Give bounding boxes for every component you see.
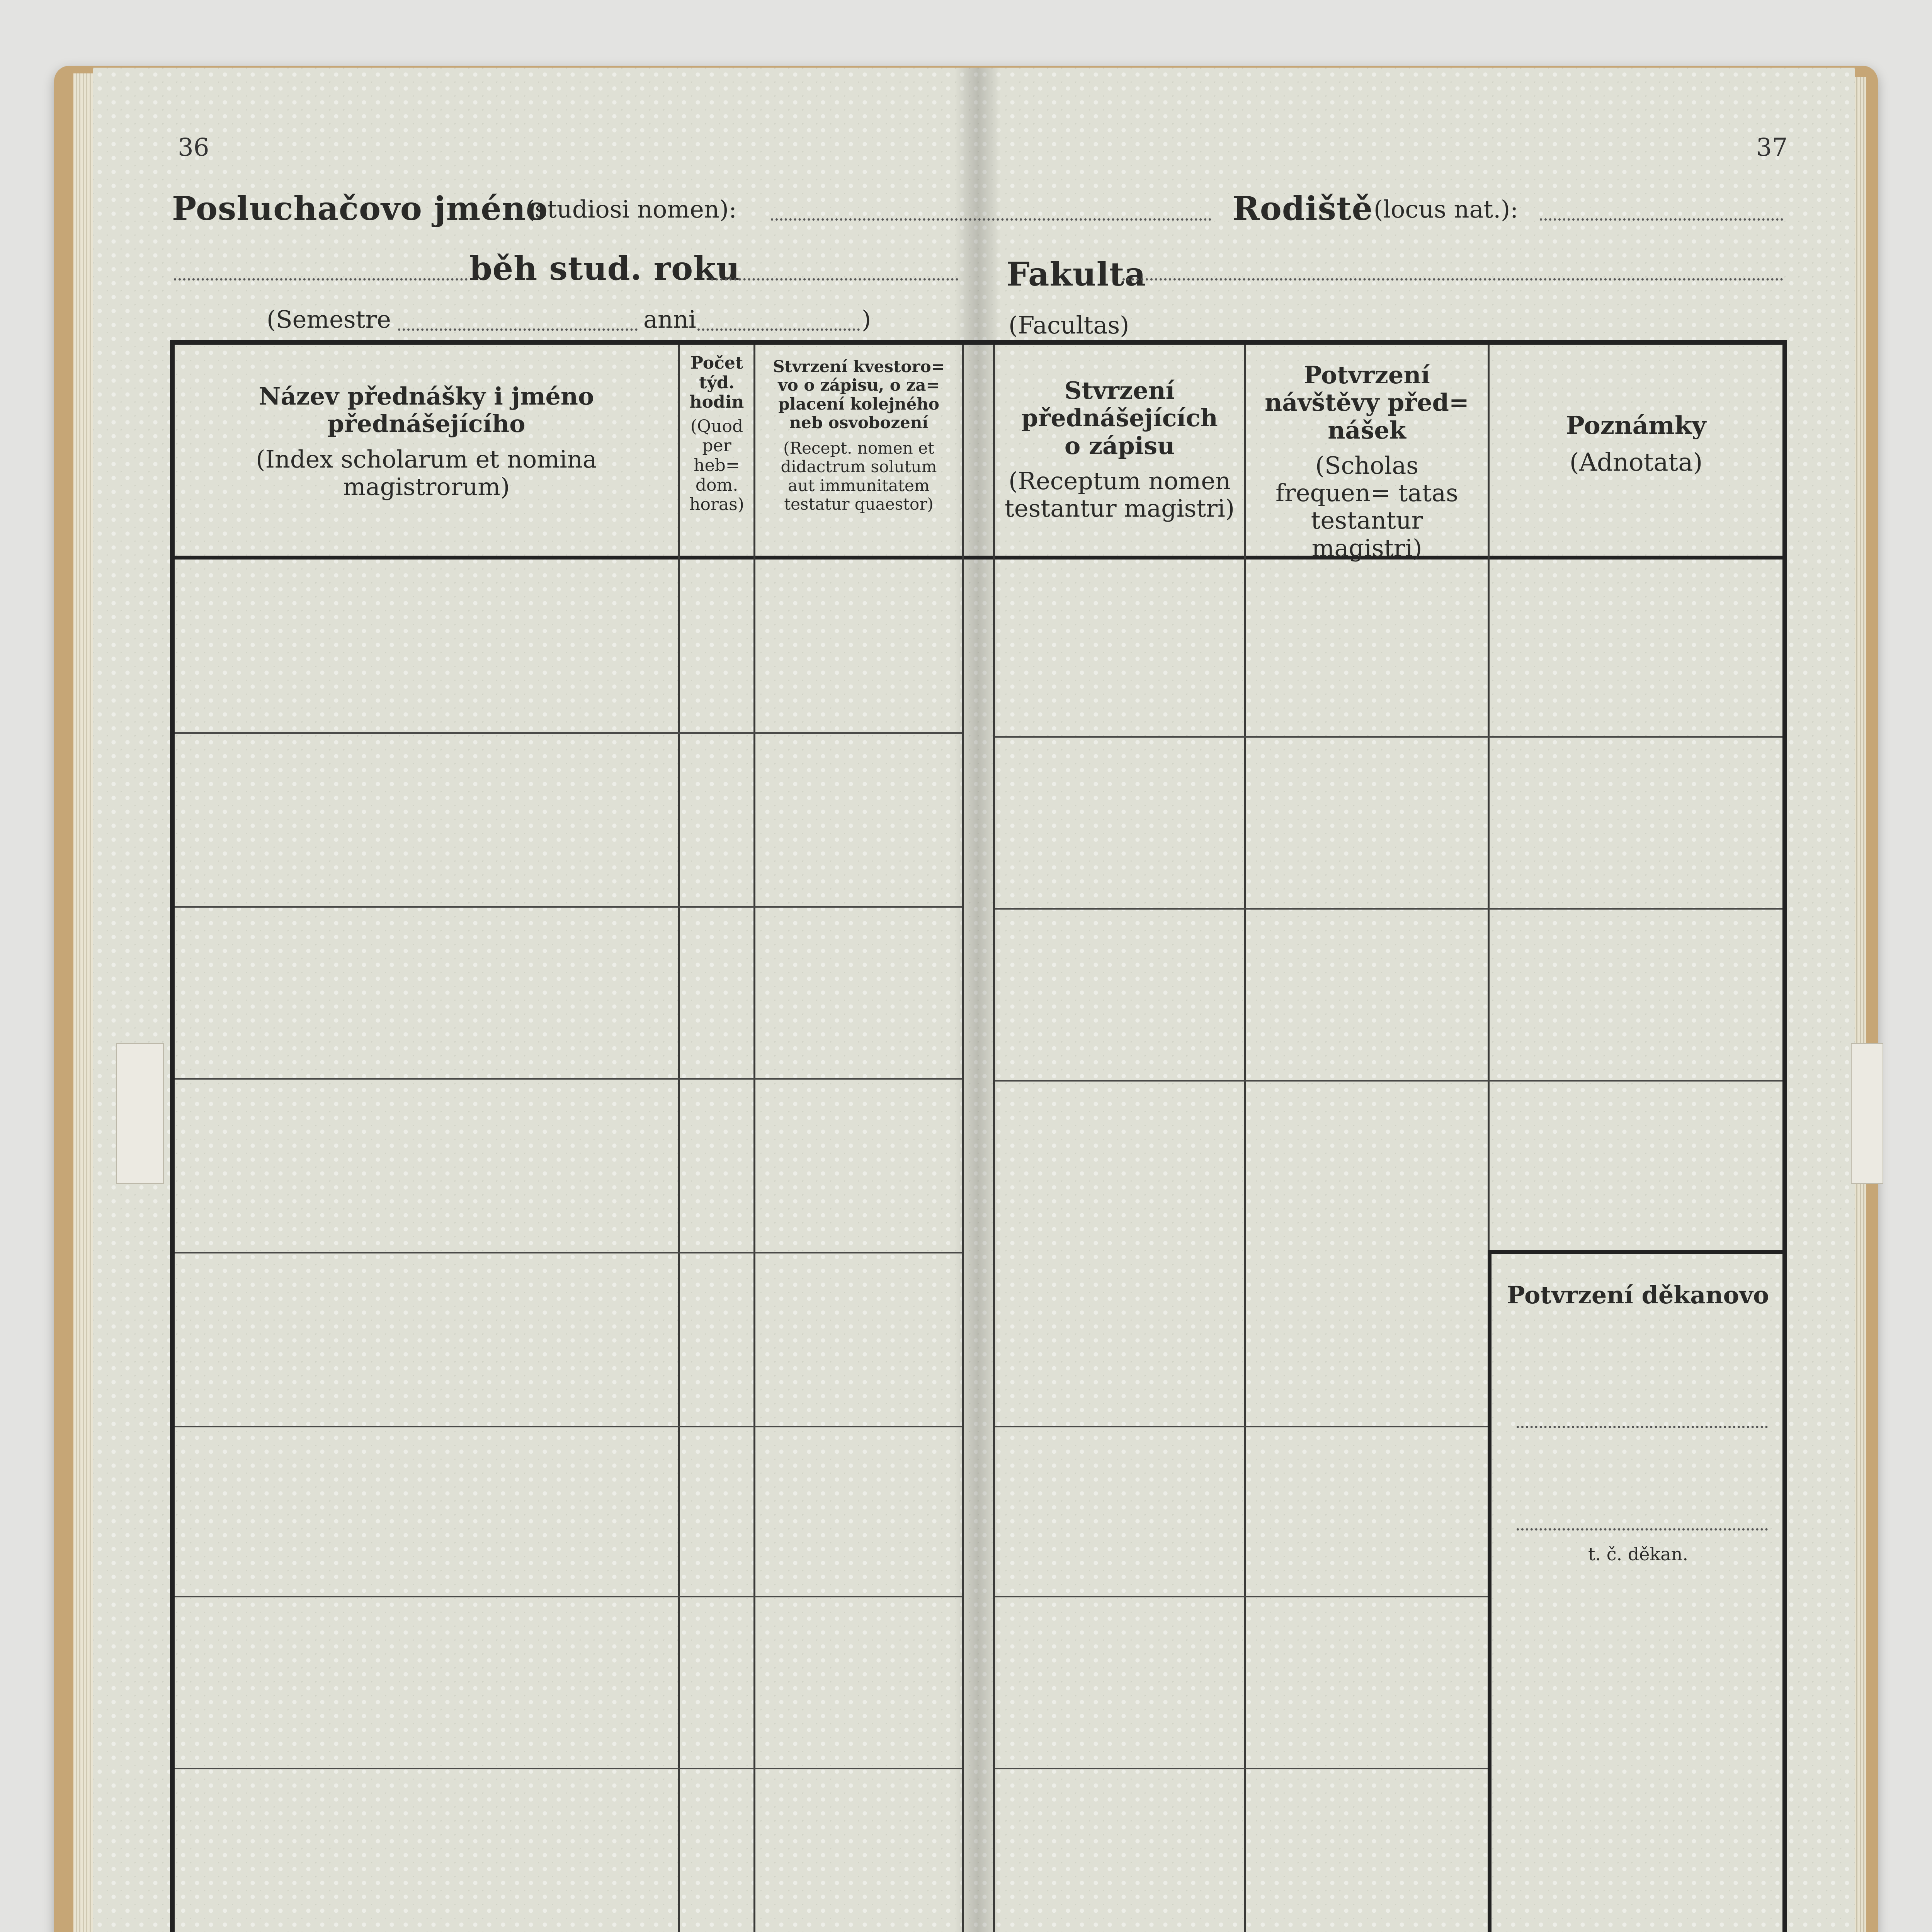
- anni-label: anni: [643, 305, 696, 333]
- col-sep-1: [678, 345, 680, 1932]
- column-header-quaestor-subtitle: (Recept. nomen et didactrum solutum aut immunitatem testatur quaestor): [781, 439, 937, 514]
- row-line: [175, 1768, 962, 1769]
- faculty-label: Fakulta: [1007, 255, 1146, 293]
- table-top-border: [170, 340, 1787, 345]
- col-sep-6: [1488, 345, 1490, 1252]
- faculty-line: [1122, 278, 1783, 281]
- row-line: [995, 908, 1782, 910]
- anni-line: [697, 328, 860, 331]
- row-line: [995, 736, 1782, 738]
- col-sep-3: [962, 345, 964, 1932]
- left-page: [93, 68, 978, 1932]
- row-line: [175, 732, 962, 734]
- birthplace-label: Rodiště: [1233, 189, 1373, 228]
- dean-signature-line-1: [1517, 1426, 1768, 1428]
- row-line: [175, 1078, 962, 1080]
- page-tab-left: [116, 1043, 164, 1184]
- row-line: [995, 1426, 1490, 1427]
- table-left-border: [170, 340, 175, 1932]
- right-page: [978, 68, 1855, 1932]
- col-sep-2: [753, 345, 755, 1932]
- row-line: [175, 1596, 962, 1597]
- page-number-left: 36: [178, 133, 209, 162]
- column-header-attendance-title: Potvrzení návštěvy před= nášek: [1265, 361, 1469, 444]
- row-line: [995, 1596, 1490, 1597]
- row-line: [175, 906, 962, 908]
- column-header-notes: [1490, 412, 1782, 477]
- year-line-after: [711, 278, 958, 281]
- header-bottom-rule: [170, 556, 1787, 560]
- column-header-hours-subtitle: (Quod per heb= dom. horas): [689, 416, 744, 515]
- row-line: [995, 1080, 1782, 1082]
- dean-signature-line-2: [1517, 1528, 1768, 1531]
- column-header-attendance-subtitle: (Scholas frequen= tatas testantur magistri): [1276, 451, 1458, 562]
- column-header-quaestor-title: Stvrzení kvestoro= vo o zápisu, o za= placení kolejného neb osvobození: [773, 357, 945, 432]
- column-header-lecture: [175, 383, 678, 500]
- column-header-notes-subtitle: (Adnotata): [1569, 448, 1703, 477]
- col-sep-5: [1244, 345, 1246, 1932]
- year-line-before: [174, 278, 468, 281]
- student-name-label: Posluchačovo jméno: [172, 189, 548, 228]
- semester-label: (Semestre: [267, 305, 391, 333]
- semester-line: [398, 328, 638, 331]
- table-right-border: [1782, 340, 1787, 1252]
- dean-signature-label: t. č. děkan.: [1588, 1544, 1688, 1565]
- col-sep-4: [993, 345, 995, 1932]
- dean-box-top: [1488, 1250, 1787, 1254]
- column-header-teachers-subtitle: (Receptum nomen testantur magistri): [1004, 466, 1235, 523]
- column-header-hours: [680, 354, 753, 515]
- row-line: [175, 1426, 962, 1427]
- column-header-teachers: [995, 377, 1244, 522]
- dean-box-right: [1782, 1250, 1787, 1932]
- column-header-attendance: [1246, 361, 1488, 562]
- semester-close: ): [862, 305, 871, 333]
- year-of-study-label: běh stud. roku: [469, 249, 740, 287]
- column-header-notes-title: Poznámky: [1566, 411, 1706, 440]
- column-header-lecture-subtitle: (Index scholarum et nomina magistrorum): [256, 445, 597, 501]
- row-line: [995, 1768, 1490, 1769]
- column-header-quaestor: [755, 357, 962, 514]
- birthplace-latin: (locus nat.):: [1374, 195, 1519, 223]
- column-header-teachers-title: Stvrzení přednášejících o zápisu: [1021, 376, 1218, 460]
- row-line: [175, 1252, 962, 1253]
- faculty-latin: (Facultas): [1009, 311, 1129, 339]
- page-tab-right: [1851, 1043, 1883, 1184]
- birthplace-line: [1540, 218, 1783, 221]
- student-name-line: [771, 218, 1211, 221]
- dean-box-title: Potvrzení děkanovo: [1507, 1281, 1769, 1309]
- page-number-right: 37: [1756, 133, 1788, 162]
- column-header-hours-title: Počet týd. hodin: [689, 353, 744, 412]
- column-header-lecture-title: Název přednášky i jméno přednášejícího: [259, 382, 594, 438]
- dean-box-left: [1488, 1250, 1492, 1932]
- student-name-latin: (studiosi nomen):: [526, 195, 737, 223]
